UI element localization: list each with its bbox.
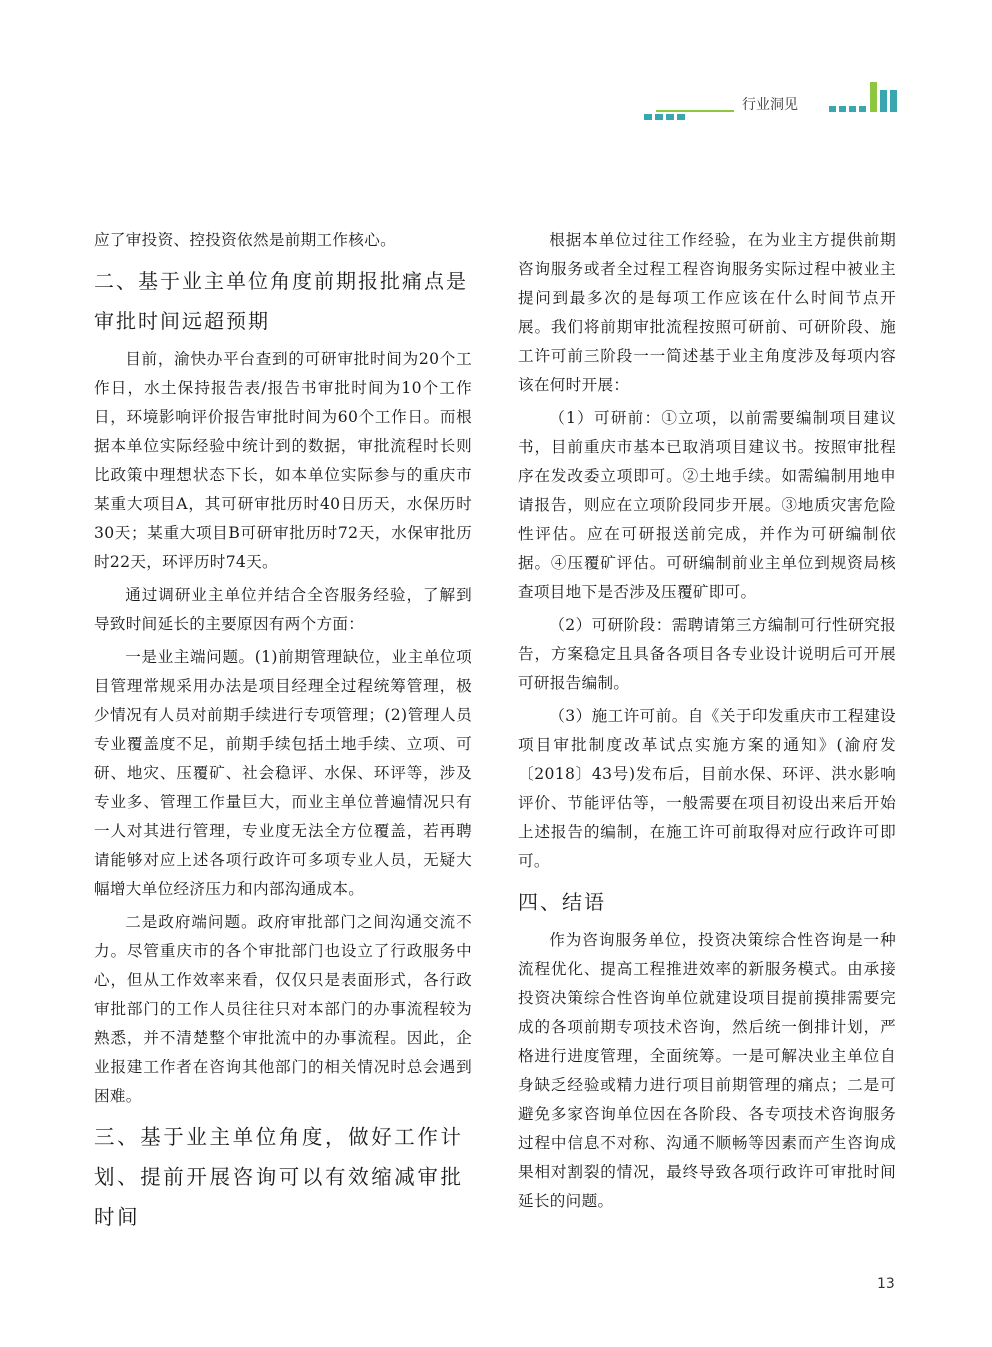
paragraph: 目前，渝快办平台查到的可研审批时间为20个工作日，水土保持报告表/报告书审批时间为10个工作日，环境影响评价报告审批时间为60个工作日。而根据本单位实际经验中统计到的数据，审批流程时长则比政策中理想状态下长，如本单位实际参与的重庆市某重大项目A，其可研审批历时40日历天，水保历时30天；某重大项目B可研审批历时72天，水保审批历时22天，环评历时74天。: [94, 350, 472, 571]
paragraph: 通过调研业主单位并结合全咨服务经验，了解到导致时间延长的主要原因有两个方面：: [94, 586, 472, 633]
paragraph: 一是业主端问题。(1)前期管理缺位，业主单位项目管理常规采用办法是项目经理全过程统筹管理，极少情况有人员对前期手续进行专项管理；(2)管理人员专业覆盖度不足，前期手续包括土地手续、立项、可研、地灾、压覆矿、社会稳评、水保、环评等，涉及专业多、管理工作量巨大，而业主单位普遍情况只有一人对其进行管理，专业度无法全方位覆盖，若再聘请能够对应上述各项行政许可多项专业人员，无疑大幅增大单位经济压力和内部沟通成本。: [94, 648, 472, 898]
paragraph: 根据本单位过往工作经验，在为业主方提供前期咨询服务或者全过程工程咨询服务实际过程中被业主提问到最多次的是每项工作应该在什么时间节点开展。我们将前期审批流程按照可研前、可研阶段、施工许可前三阶段一一简述基于业主角度涉及每项内容该在何时开展：: [518, 231, 896, 394]
section-heading-2: 二、基于业主单位角度前期报批痛点是审批时间远超预期: [94, 269, 468, 333]
paragraph: 二是政府端问题。政府审批部门之间沟通交流不力。尽管重庆市的各个审批部门也设立了行政服务中心，但从工作效率来看，仅仅只是表面形式，各行政审批部门的工作人员往往只对本部门的办事流程较为熟悉，并不清楚整个审批流中的办事流程。因此，企业报建工作者在咨询其他部门的相关情况时总会遇到困难。: [94, 913, 472, 1105]
paragraph: （2）可研阶段：需聘请第三方编制可行性研究报告，方案稳定且具备各项目各专业设计说明后可开展可研报告编制。: [518, 616, 896, 692]
paragraph: 作为咨询服务单位，投资决策综合性咨询是一种流程优化、提高工程推进效率的新服务模式。由承接投资决策综合性咨询单位就建设项目提前摸排需要完成的各项前期专项技术咨询，然后统一倒排计划，严格进行进度管理，全面统筹。一是可解决业主单位自身缺乏经验或精力进行项目前期管理的痛点；二是可避免多家咨询单位因在各阶段、各专项技术咨询服务过程中信息不对称、沟通不顺畅等因素而产生咨询成果相对割裂的情况，最终导致各项行政许可审批时间延长的问题。: [518, 931, 896, 1210]
header-bar-graphic: [829, 82, 899, 112]
section-heading-3: 三、基于业主单位角度，做好工作计划、提前开展咨询可以有效缩减审批时间: [94, 1125, 464, 1229]
paragraph: （1）可研前：①立项，以前需要编制项目建议书，目前重庆市基本已取消项目建议书。按照审批程序在发改委立项即可。②土地手续。如需编制用地申请报告，则应在立项阶段同步开展。③地质灾害危险性评估。应在可研报送前完成，并作为可研编制依据。④压覆矿评估。可研编制前业主单位到规资局核查项目地下是否涉及压覆矿即可。: [518, 409, 896, 601]
paragraph: （3）施工许可前。自《关于印发重庆市工程建设项目审批制度改革试点实施方案的通知》(渝府发〔2018〕43号)发布后，目前水保、环评、洪水影响评价、节能评估等，一般需要在项目初设出来后开始上述报告的编制，在施工许可前取得对应行政许可即可。: [518, 707, 896, 870]
left-column: [94, 226, 472, 1241]
section-title: 行业洞见: [742, 97, 798, 113]
header-accent-line: [656, 110, 734, 112]
header-square-dots: [644, 114, 685, 120]
section-heading-4: 四、结语: [518, 890, 606, 914]
page-number: 13: [877, 1276, 895, 1292]
right-column: [518, 226, 896, 1216]
paragraph: 应了审投资、控投资依然是前期工作核心。: [94, 231, 396, 249]
